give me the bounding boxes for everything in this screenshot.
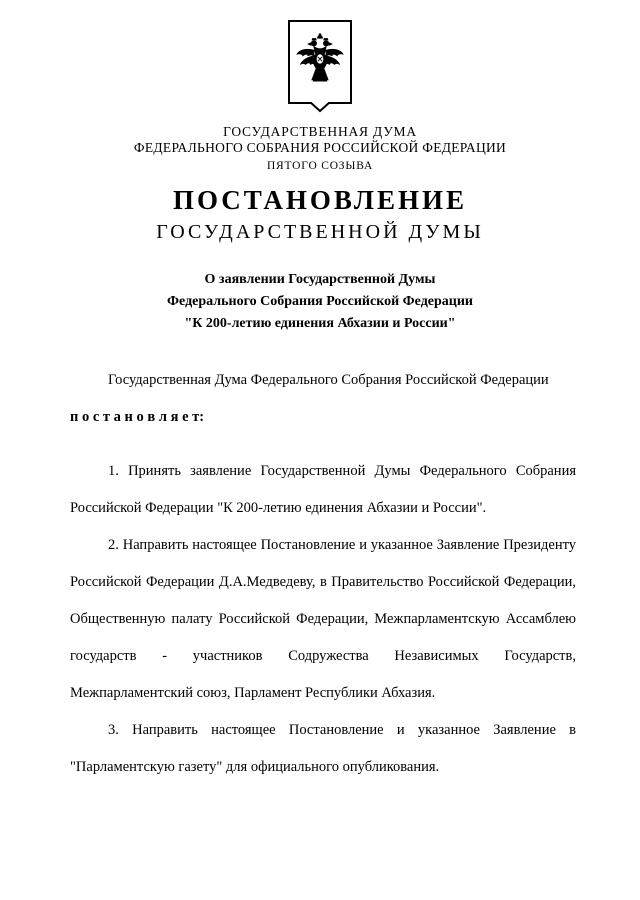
resolution-title <box>0 269 640 336</box>
resolution-item-1: 1. Принять заявление Государственной Думы Федерального Собрания Российской Федерации "К 200-летию единения Абхазии и России". <box>70 462 576 516</box>
document-type-subtitle: ГОСУДАРСТВЕННОЙ ДУМЫ <box>156 220 484 243</box>
org-convocation-line: ПЯТОГО СОЗЫВА <box>266 159 374 172</box>
org-name-line1: ГОСУДАРСТВЕННАЯ ДУМА <box>223 124 417 139</box>
resolution-body <box>70 362 576 786</box>
resolution-title-line1: О заявлении Государственной Думы <box>204 271 436 287</box>
document-type-title: ПОСТАНОВЛЕНИЕ <box>172 184 468 215</box>
document-type-heading <box>0 186 640 243</box>
resolution-item-2: 2. Направить настоящее Постановление и указанное Заявление Президенту Российской Федерации Д.А.Медведеву, в Правительство Российской Федерации, Общественную палату Российской Федерации, Межпарламентскую Ассамблею государств - участников Содружества Независимых Государств, Межпарламентский союз, Парламент Республики Абхазия. <box>70 536 576 701</box>
double-headed-eagle-icon <box>294 29 346 95</box>
resolution-title-line2: Федерального Собрания Российской Федерации <box>167 294 473 310</box>
resolution-title-line3: "К 200-летию единения Абхазии и России" <box>184 316 456 332</box>
emblem-frame-tip <box>308 102 332 113</box>
resolution-item-3: 3. Направить настоящее Постановление и указанное Заявление в "Парламентскую газету" для официального опубликования. <box>70 721 576 775</box>
organization-header <box>0 124 640 173</box>
intro-paragraph: Государственная Дума Федерального Собрания Российской Федерации <box>108 371 549 388</box>
org-name-line2: ФЕДЕРАЛЬНОГО СОБРАНИЯ РОССИЙСКОЙ ФЕДЕРАЦИИ <box>133 140 507 156</box>
resolves-line: п о с т а н о в л я е т: <box>70 408 205 425</box>
emblem-frame <box>288 20 352 104</box>
russia-coat-of-arms-icon <box>0 0 640 113</box>
